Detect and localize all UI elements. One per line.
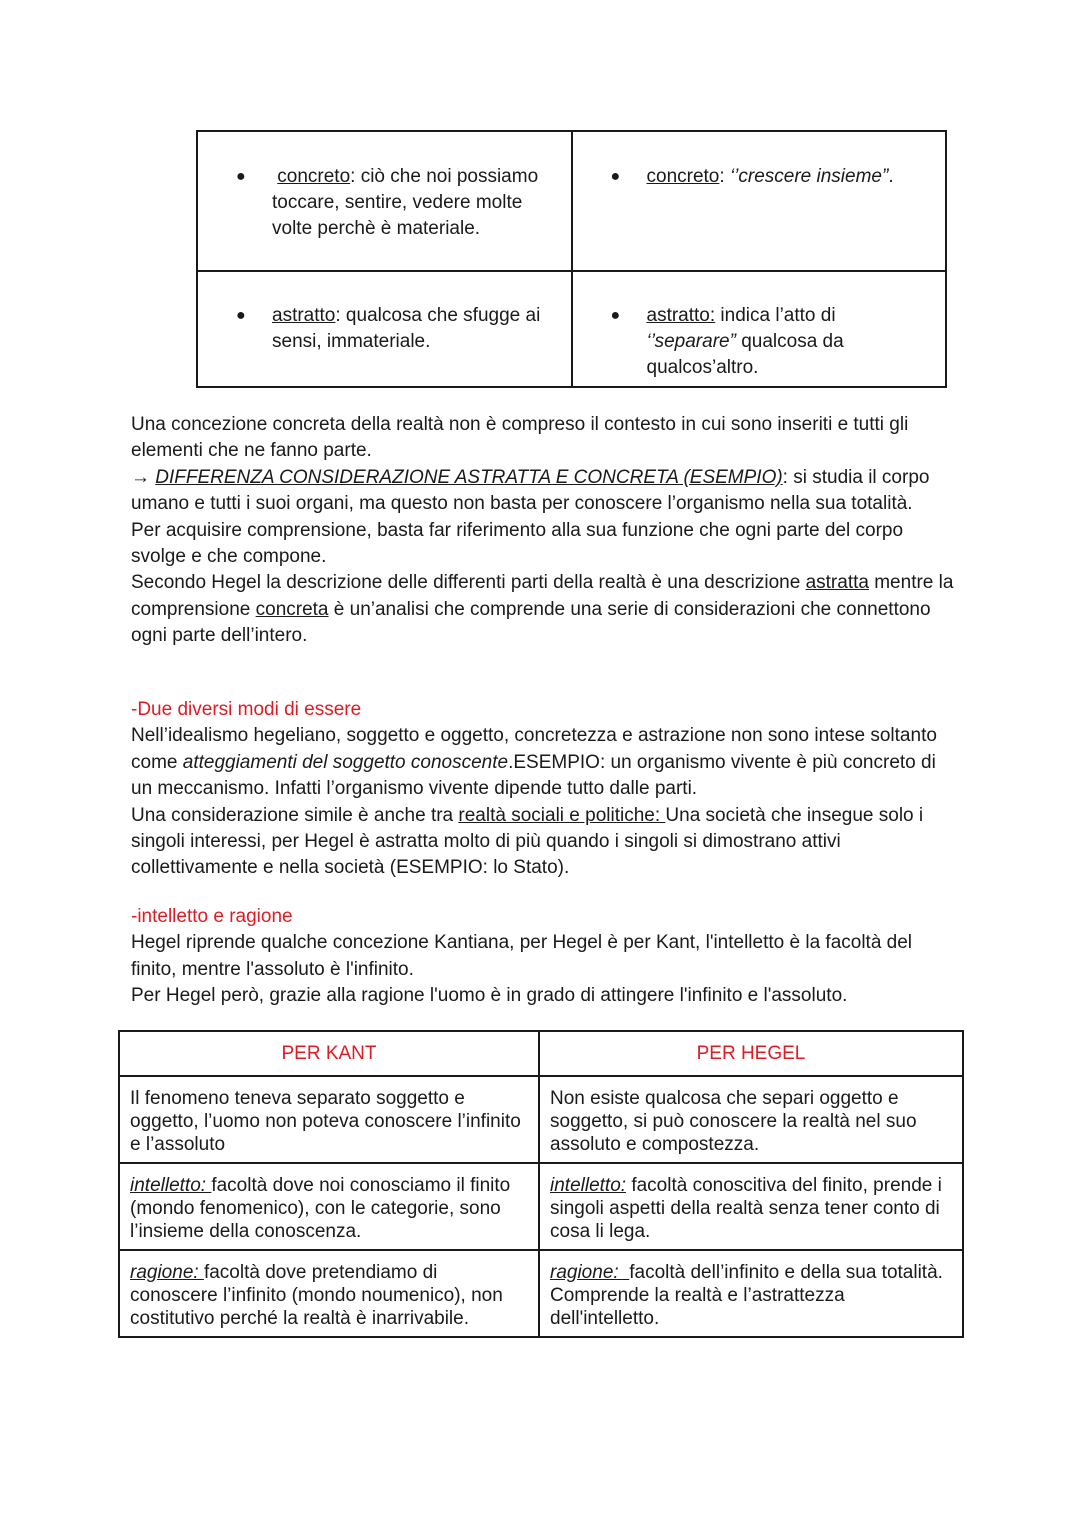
quote: ‘’crescere insieme” [729,166,889,187]
definition-text: astratto: qualcosa che sfugge ai sensi, immateriale. [272,305,541,352]
table-cell: Il fenomeno teneva separato soggetto e oggetto, l’uomo non poteva conoscere l’infinito e l’assoluto [119,1076,539,1163]
term: ragione: [130,1262,204,1283]
definition-text: astratto: indica l’atto di ‘’separare” qualcosa da qualcos’altro. [646,305,844,378]
section-heading: -intelletto e ragione [131,906,293,927]
table-row [119,1076,963,1163]
bullet-icon: ● [610,307,621,324]
definition-text: concreto: ciò che noi possiamo toccare, sentire, vedere molte volte perchè è materiale. [272,166,539,239]
table-cell [572,131,947,271]
kant-hegel-table [118,1030,964,1338]
table-cell: Non esiste qualcosa che separi oggetto e soggetto, si può conoscere la realtà nel suo assoluto e compostezza. [539,1076,963,1163]
table-header-row [119,1031,963,1076]
paragraph: Hegel riprende qualche concezione Kantiana, per Hegel è per Kant, l'intelletto è la facoltà del finito, mentre l'assoluto è l'infinito. [131,932,913,980]
section-modi-di-essere [131,697,961,882]
bullet-icon: ● [236,307,246,324]
section-heading: -Due diversi modi di essere [131,699,362,720]
table-cell: ragione: facoltà dell’infinito e della sua totalità. Comprende la realtà e l’astrattezza dell'intelletto. [539,1250,963,1337]
definition-text: concreto: ‘’crescere insieme”. [646,166,894,187]
table-cell: intelletto: facoltà dove noi conosciamo il finito (mondo fenomenico), con le categorie, sono l’insieme della conoscenza. [119,1163,539,1250]
paragraph: Secondo Hegel la descrizione delle differenti parti della realtà è una descrizione astratta mentre la comprensione concreta è un’analisi che comprende una serie di considerazioni che connettono ogni parte dell’intero. [131,572,954,647]
table-cell [197,271,572,387]
paragraph: Nell’idealismo hegeliano, soggetto e oggetto, concretezza e astrazione non sono intese soltanto come atteggiamenti del soggetto conoscente.ESEMPIO: un organismo vivente è più concreto di un meccanismo. Infatti l’organismo vivente dipende tutto dalle parti. [131,725,937,800]
paragraph: Una considerazione simile è anche tra realtà sociali e politiche: Una società che insegue solo i singoli interessi, per Hegel è astratta molto di più quando i singoli si dimostrano attivi collettivamente e nella società (ESEMPIO: lo Stato). [131,804,924,879]
table-cell: intelletto: facoltà conoscitiva del finito, prende i singoli aspetti della realtà senza tener conto di cosa li lega. [539,1163,963,1250]
bullet-icon: ● [236,168,246,185]
term: intelletto: [130,1175,212,1196]
term: concreto [646,166,720,187]
paragraph: → DIFFERENZA CONSIDERAZIONE ASTRATTA E CONCRETA (ESEMPIO): si studia il corpo umano e tutti i suoi organi, ma questo non basta per conoscere l’organismo nella sua totalità. [131,466,930,515]
example-heading: DIFFERENZA CONSIDERAZIONE ASTRATTA E CONCRETA (ESEMPIO) [155,466,783,488]
bullet-icon: ● [610,168,621,185]
term: intelletto: [550,1175,627,1196]
arrow-icon: → [131,466,156,488]
section-intelletto-ragione [131,904,961,1010]
paragraph: Una concezione concreta della realtà non è compreso il contesto in cui sono inseriti e tutti gli elementi che ne fanno parte. [131,414,909,462]
header-hegel: PER HEGEL [539,1031,963,1076]
table-cell [197,131,572,271]
header-kant: PER KANT [119,1031,539,1076]
term: astratto [272,305,336,326]
table-row [119,1250,963,1337]
table-row [197,271,946,387]
term: astratto: [646,305,716,326]
paragraph: Per acquisire comprensione, basta far riferimento alla sua funzione che ogni parte del corpo svolge e che compone. [131,519,904,568]
table-cell: ragione: facoltà dove pretendiamo di conoscere l’infinito (mondo noumenico), non costitutivo perché la realtà è inarrivabile. [119,1250,539,1337]
section-concreto-astratto [131,412,961,650]
term: concreto [277,166,351,187]
paragraph: Per Hegel però, grazie alla ragione l'uomo è in grado di attingere l'infinito e l'assoluto. [131,985,848,1007]
quote: ‘’separare” [646,331,736,352]
table-cell [572,271,947,387]
table-row [119,1163,963,1250]
term: ragione: [550,1262,630,1283]
table-row [197,131,946,271]
definitions-table [196,130,947,388]
